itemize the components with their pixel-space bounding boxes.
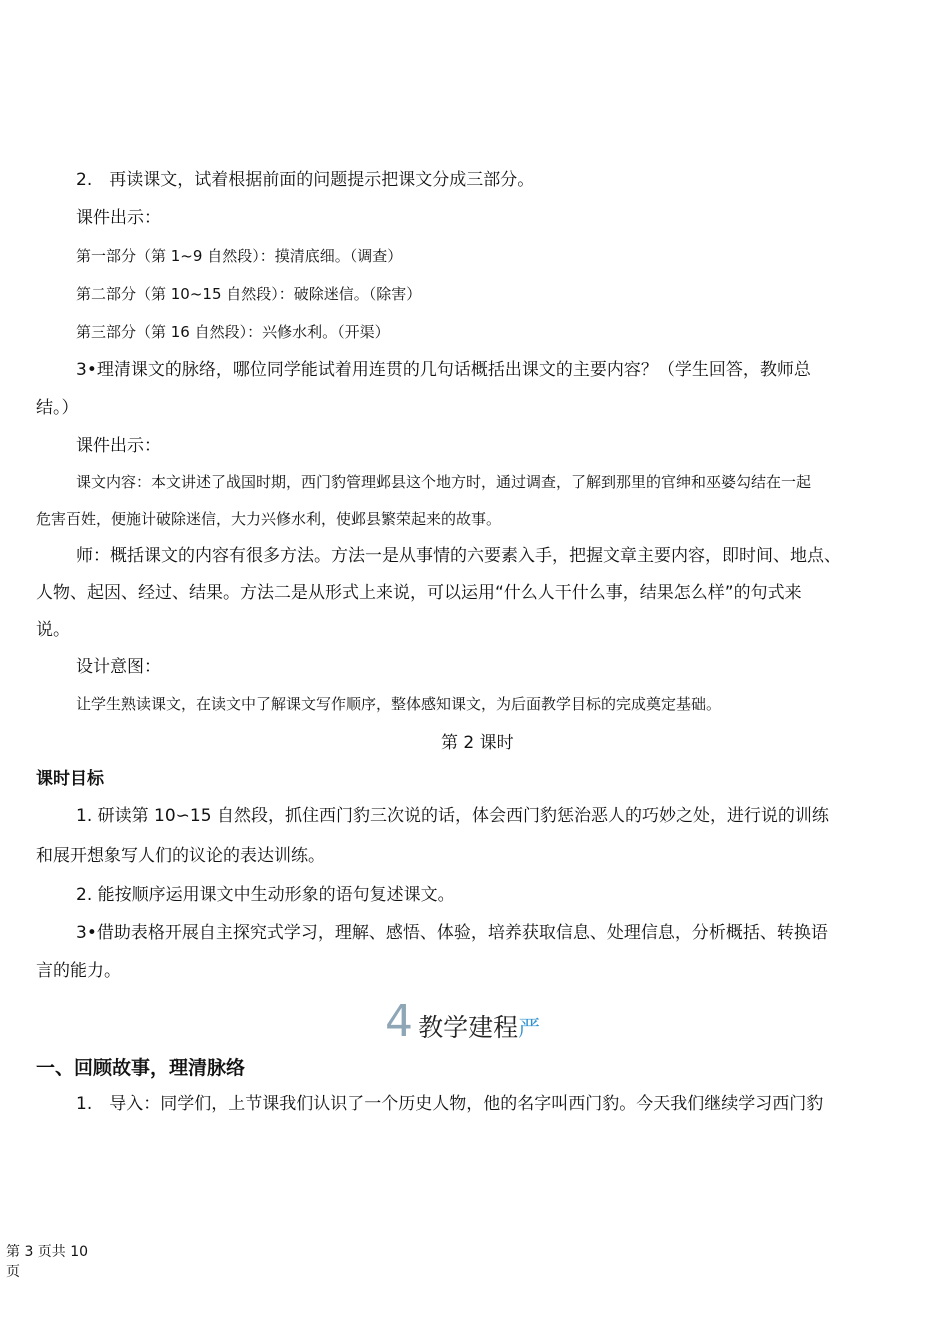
paragraph-line: 和展开想象写人们的议论的表达训练。 xyxy=(36,846,325,866)
paragraph-line: 第三部分（第 16 自然段）：兴修水利。（开渠） xyxy=(76,323,390,341)
section-title: 教学建程 xyxy=(418,1013,519,1042)
section-number: 4 xyxy=(385,996,413,1047)
paragraph-line: 2. 再读课文，试着根据前面的问题提示把课文分成三部分。 xyxy=(76,170,535,190)
paragraph-line: 2. 能按顺序运用课文中生动形象的语句复述课文。 xyxy=(76,885,455,905)
paragraph-line: 课件出示： xyxy=(76,208,161,228)
section-mark: 严 xyxy=(518,1017,541,1042)
page-footer-line: 第 3 页共 10 xyxy=(6,1244,89,1260)
paragraph-line: 说。 xyxy=(36,620,70,640)
paragraph-line: 第一部分（第 1~9 自然段）：摸清底细。（调查） xyxy=(76,247,403,265)
paragraph-line: 3•理清课文的脉络，哪位同学能试着用连贯的几句话概括出课文的主要内容？（学生回答，教师总 xyxy=(76,360,811,380)
paragraph-line: 3•借助表格开展自主探究式学习，理解、感悟、体验，培养获取信息、处理信息，分析概括、转换语 xyxy=(76,923,828,943)
part-heading: 一、回顾故事，理清脉络 xyxy=(36,1057,246,1079)
paragraph-line: 1. 导入：同学们，上节课我们认识了一个历史人物，他的名字叫西门豹。今天我们继续学习西门豹 xyxy=(76,1094,824,1114)
lesson-heading: 第 2 课时 xyxy=(441,733,514,753)
paragraph-line: 课文内容：本文讲述了战国时期，西门豹管理邺县这个地方时，通过调查，了解到那里的官绅和巫婆勾结在一起 xyxy=(76,473,812,491)
paragraph-line: 言的能力。 xyxy=(36,961,121,981)
paragraph-line: 人物、起因、经过、结果。方法二是从形式上来说，可以运用“什么人干什么事，结果怎么样”的句式来 xyxy=(36,583,802,603)
paragraph-line: 危害百姓，便施计破除迷信，大力兴修水利，使邺县繁荣起来的故事。 xyxy=(36,510,502,528)
paragraph-line: 师：概括课文的内容有很多方法。方法一是从事情的六要素入手，把握文章主要内容，即时间、地点、 xyxy=(76,546,841,566)
paragraph-line: 1. 研读第 10∽15 自然段，抓住西门豹三次说的话，体会西门豹惩治恶人的巧妙之处，进行说的训练 xyxy=(76,806,829,826)
section-banner xyxy=(385,996,540,1049)
paragraph-line: 设计意图： xyxy=(76,657,161,677)
goal-heading: 课时目标 xyxy=(36,769,104,789)
paragraph-line: 结。） xyxy=(36,398,79,418)
paragraph-line: 课件出示： xyxy=(76,436,161,456)
paragraph-line: 让学生熟读课文，在读文中了解课文写作顺序，整体感知课文，为后面教学目标的完成奠定基础。 xyxy=(76,695,722,713)
page-footer-line: 页 xyxy=(6,1264,20,1280)
paragraph-line: 第二部分（第 10~15 自然段）：破除迷信。（除害） xyxy=(76,285,422,303)
